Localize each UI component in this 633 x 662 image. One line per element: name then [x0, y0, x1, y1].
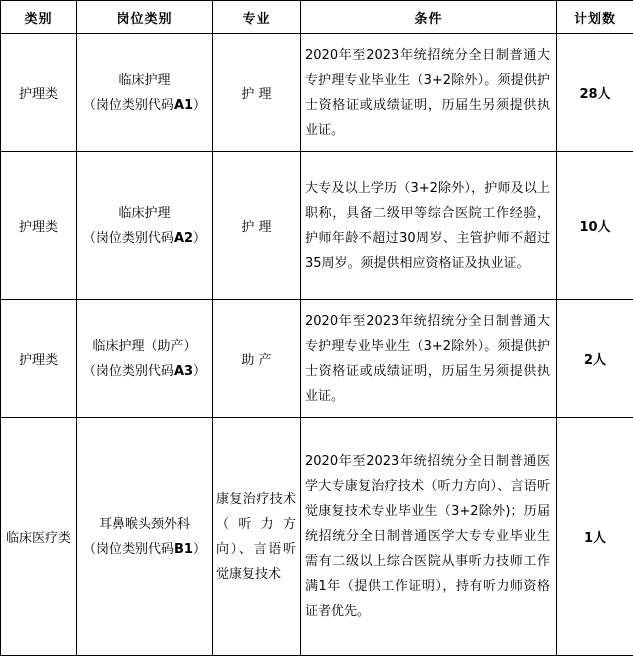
header-plan: 计划数 — [557, 1, 633, 34]
row-major: 康复治疗技术（听力方向）、言语听觉康复技术 — [213, 418, 301, 656]
position-code: B1 — [174, 541, 193, 557]
position-code: A2 — [173, 230, 194, 246]
row-major: 护 理 — [213, 34, 301, 152]
table-row — [1, 300, 633, 418]
position-name: 临床护理（助产） — [92, 338, 197, 354]
table-row — [1, 34, 633, 152]
row-category: 临床医疗类 — [1, 418, 77, 656]
row-category: 护理类 — [1, 34, 77, 152]
position-code: A1 — [173, 97, 194, 113]
table-header-row — [1, 1, 633, 34]
code-suffix: ） — [193, 363, 207, 379]
row-major: 护 理 — [213, 152, 301, 300]
code-prefix: （岗位类别代码 — [82, 97, 174, 113]
code-prefix: （岗位类别代码 — [82, 363, 174, 379]
header-position-type: 岗位类别 — [77, 1, 213, 34]
row-plan: 10人 — [557, 152, 633, 300]
row-condition: 2020年至2023年统招统分全日制普通大专护理专业毕业生（3+2除外）。须提供护士资格证或成绩证明，历届生另须提供执业证。 — [301, 300, 557, 418]
table-row — [1, 418, 633, 656]
row-major: 助 产 — [213, 300, 301, 418]
row-plan: 2人 — [557, 300, 633, 418]
code-prefix: （岗位类别代码 — [83, 541, 175, 557]
row-position — [77, 418, 213, 656]
position-name: 临床护理 — [118, 72, 171, 88]
row-position — [77, 152, 213, 300]
position-code: A3 — [173, 363, 194, 379]
row-condition: 2020年至2023年统招统分全日制普通医学大专康复治疗技术（听力方向）、言语听觉康复技术专业毕业生（3+2除外)；历届统招统分全日制普通医学大专专业毕业生需有二级以上综合医院从事听力技师工作满1年（提供工作证明），持有听力师资格证者优先。 — [301, 418, 557, 656]
position-code-line — [77, 359, 212, 384]
row-condition: 大专及以上学历（3+2除外），护师及以上职称，具备二级甲等综合医院工作经验，护师年龄不超过30周岁、主管护师不超过35周岁。须提供相应资格证及执业证。 — [301, 152, 557, 300]
position-code-line — [77, 537, 212, 562]
position-code-line — [77, 93, 212, 118]
code-suffix: ） — [193, 230, 207, 246]
row-condition: 2020年至2023年统招统分全日制普通大专护理专业毕业生（3+2除外）。须提供护士资格证或成绩证明，历届生另须提供执业证。 — [301, 34, 557, 152]
code-suffix: ） — [193, 97, 207, 113]
position-name: 临床护理 — [118, 205, 171, 221]
table-row — [1, 152, 633, 300]
row-category: 护理类 — [1, 300, 77, 418]
row-plan: 1人 — [557, 418, 633, 656]
row-position — [77, 34, 213, 152]
code-suffix: ） — [192, 541, 206, 557]
row-plan: 28人 — [557, 34, 633, 152]
position-name: 耳鼻喉头颈外科 — [98, 516, 190, 532]
header-category: 类别 — [1, 1, 77, 34]
header-condition: 条件 — [301, 1, 557, 34]
position-code-line — [77, 226, 212, 251]
header-major: 专业 — [213, 1, 301, 34]
code-prefix: （岗位类别代码 — [82, 230, 174, 246]
row-position — [77, 300, 213, 418]
row-category: 护理类 — [1, 152, 77, 300]
